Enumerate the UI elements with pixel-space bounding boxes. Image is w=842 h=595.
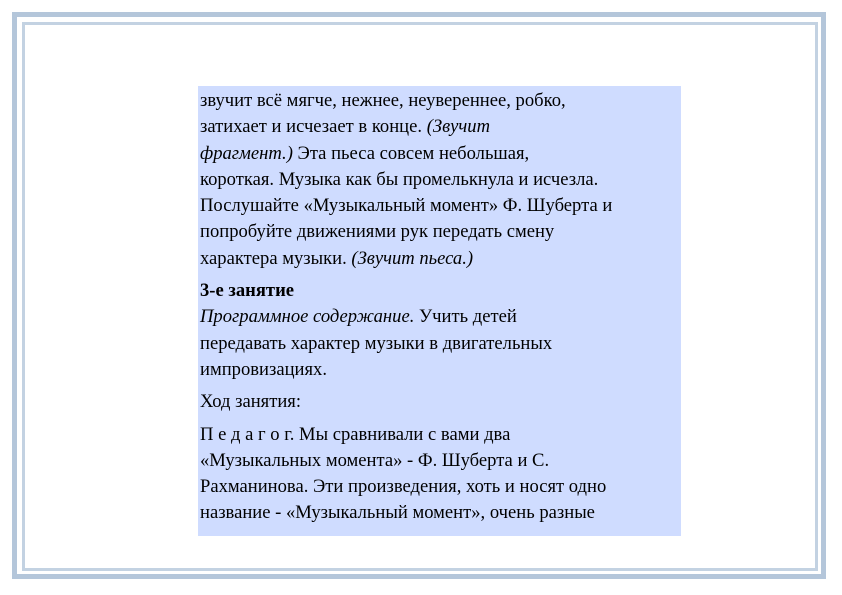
paragraph xyxy=(200,422,677,527)
text-segment: П е д а г о г. Мы сравнивали с вами два xyxy=(200,423,511,445)
text-line xyxy=(200,304,677,330)
text-line xyxy=(200,141,677,167)
text-line xyxy=(200,422,677,448)
paragraph xyxy=(200,278,677,383)
text-line xyxy=(200,331,677,357)
text-box xyxy=(198,86,681,536)
text-line xyxy=(200,219,677,245)
text-line xyxy=(200,474,677,500)
text-segment: Эта пьеса совсем небольшая, xyxy=(292,142,530,164)
text-line xyxy=(200,246,677,272)
text-line xyxy=(200,389,677,415)
text-segment: короткая. Музыка как бы промелькнула и исчезла. xyxy=(200,168,599,190)
text-line xyxy=(200,193,677,219)
text-line xyxy=(200,357,677,383)
text-segment: Послушайте «Музыкальный момент» Ф. Шуберта и xyxy=(200,195,613,217)
text-line xyxy=(200,114,677,140)
text-segment: передавать характер музыки в двигательных xyxy=(200,332,553,354)
text-segment: Учить детей xyxy=(414,306,517,328)
text-segment: Программное содержание. xyxy=(200,306,415,328)
text-line xyxy=(200,167,677,193)
text-segment: затихает и исчезает в конце. xyxy=(200,116,427,138)
text-segment: звучит всё мягче, нежнее, неувереннее, робко, xyxy=(200,90,566,111)
text-segment: (Звучит xyxy=(426,116,491,138)
text-line xyxy=(200,500,677,526)
text-line xyxy=(200,88,677,114)
text-segment: характера музыки. xyxy=(200,247,352,269)
text-segment: импровизациях. xyxy=(200,358,327,380)
text-segment: фрагмент.) xyxy=(200,142,293,164)
text-line xyxy=(200,278,677,304)
text-line xyxy=(200,448,677,474)
text-segment: попробуйте движениями рук передать смену xyxy=(200,221,555,243)
paragraph xyxy=(200,389,677,415)
text-segment: название - «Музыкальный момент», очень разные xyxy=(200,502,595,524)
paragraph xyxy=(200,88,677,272)
text-segment: Рахманинова. Эти произведения, хоть и носят одно xyxy=(200,476,607,498)
text-segment: (Звучит пьеса.) xyxy=(351,247,474,269)
text-segment: Ход занятия: xyxy=(200,391,302,413)
section-heading: 3-е занятие xyxy=(200,280,295,302)
text-segment: «Музыкальных момента» - Ф. Шуберта и С. xyxy=(200,449,550,471)
